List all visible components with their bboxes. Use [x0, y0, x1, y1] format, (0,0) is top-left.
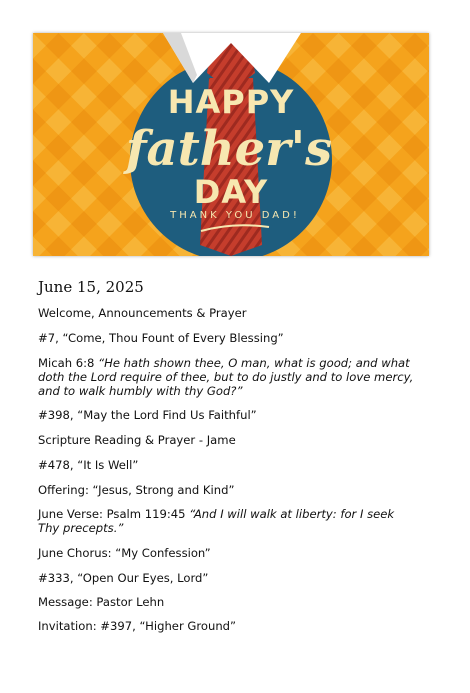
- service-date: June 15, 2025: [38, 278, 144, 296]
- item-invitation: Invitation: #397, “Higher Ground”: [38, 619, 237, 633]
- micah-label: Micah 6:8: [38, 356, 99, 370]
- june-verse-label: June Verse: Psalm 119:45: [38, 507, 190, 521]
- june-verse-quote: “And I will walk at liberty: for I seek Thy precepts.”: [38, 507, 395, 535]
- banner-day-text: DAY: [193, 173, 269, 211]
- banner-fathers-text: father's: [125, 121, 333, 177]
- banner-happy-text: HAPPY: [167, 83, 295, 121]
- item-welcome: Welcome, Announcements & Prayer: [38, 306, 247, 320]
- item-message: Message: Pastor Lehn: [38, 595, 165, 609]
- item-offering: Offering: “Jesus, Strong and Kind”: [38, 483, 235, 497]
- fathers-day-banner: [33, 33, 429, 256]
- item-hymn-478: #478, “It Is Well”: [38, 458, 139, 472]
- item-micah-reading: [38, 356, 423, 398]
- fathers-day-graphic: [33, 33, 429, 256]
- item-hymn-7: #7, “Come, Thou Fount of Every Blessing”: [38, 331, 284, 345]
- item-scripture-reading: Scripture Reading & Prayer - Jame: [38, 433, 236, 447]
- item-hymn-398: #398, “May the Lord Find Us Faithful”: [38, 408, 257, 422]
- banner-thank-you-text: THANK YOU DAD!: [170, 210, 300, 221]
- item-june-chorus: June Chorus: “My Confession”: [38, 546, 211, 560]
- micah-quote: “He hath shown thee, O man, what is good; and what doth the Lord require of thee, but to do justly and to love mercy, and to walk humbly with thy God?”: [38, 356, 414, 398]
- item-hymn-333: #333, “Open Our Eyes, Lord”: [38, 571, 209, 585]
- item-june-verse: [38, 507, 408, 535]
